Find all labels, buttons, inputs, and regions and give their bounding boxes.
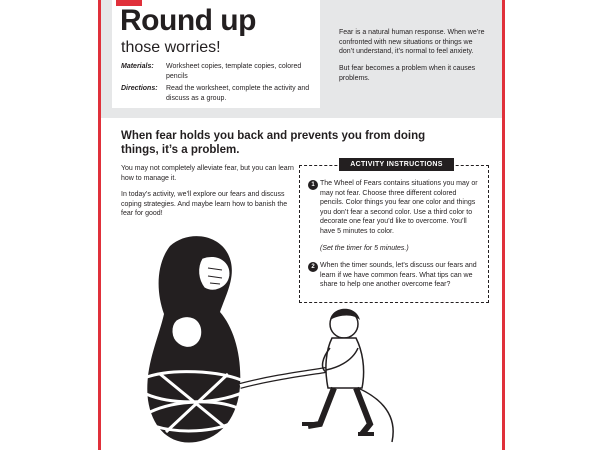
step-2-number: 2 xyxy=(308,262,318,272)
step-2-text: When the timer sounds, let’s discuss our fears and learn if we have common fears. What tips can we share to help one another overcome fear? xyxy=(320,262,477,288)
intro-paragraph-2: But fear becomes a problem when it causes problems. xyxy=(339,65,476,82)
step-1-text: The Wheel of Fears contains situations you may or may not fear. Choose three different colored pencils. Color things you fear one color and things you don’t fear a second color. Use a third color to decorate one fear you’d like to overcome. You’ll have 5 minutes to color. xyxy=(320,180,478,235)
page-subtitle: those worries! xyxy=(121,39,221,56)
materials-label: Materials: xyxy=(121,63,154,70)
right-red-border xyxy=(502,0,505,450)
step-1-number: 1 xyxy=(308,180,318,190)
fear-monster-illustration xyxy=(130,228,430,450)
directions-label: Directions: xyxy=(121,85,158,92)
intro-paragraph-1: Fear is a natural human response. When we’re confronted with new situations or things we don’t understand, it’s normal to feel anxiety. xyxy=(339,29,485,55)
timer-note: (Set the timer for 5 minutes.) xyxy=(320,245,409,252)
body-paragraph-1: You may not completely alleviate fear, but you can learn how to manage it. xyxy=(121,165,294,182)
girl-legs xyxy=(308,388,370,434)
section-heading: When fear holds you back and prevents you from doing things, it’s a problem. xyxy=(121,130,426,156)
materials-value: Worksheet copies, template copies, colored pencils xyxy=(166,63,302,80)
activity-instructions-title: ACTIVITY INSTRUCTIONS xyxy=(339,158,454,171)
rope-pull-inner xyxy=(240,370,326,386)
directions-value: Read the worksheet, complete the activity and discuss as a group. xyxy=(166,85,310,102)
body-paragraph-2: In today’s activity, we’ll explore our fears and discuss coping strategies. And maybe learn how to banish the fear for good! xyxy=(121,191,288,217)
monster-paw xyxy=(198,256,230,290)
monster-hand xyxy=(172,316,202,347)
page-title: Round up xyxy=(120,4,256,37)
